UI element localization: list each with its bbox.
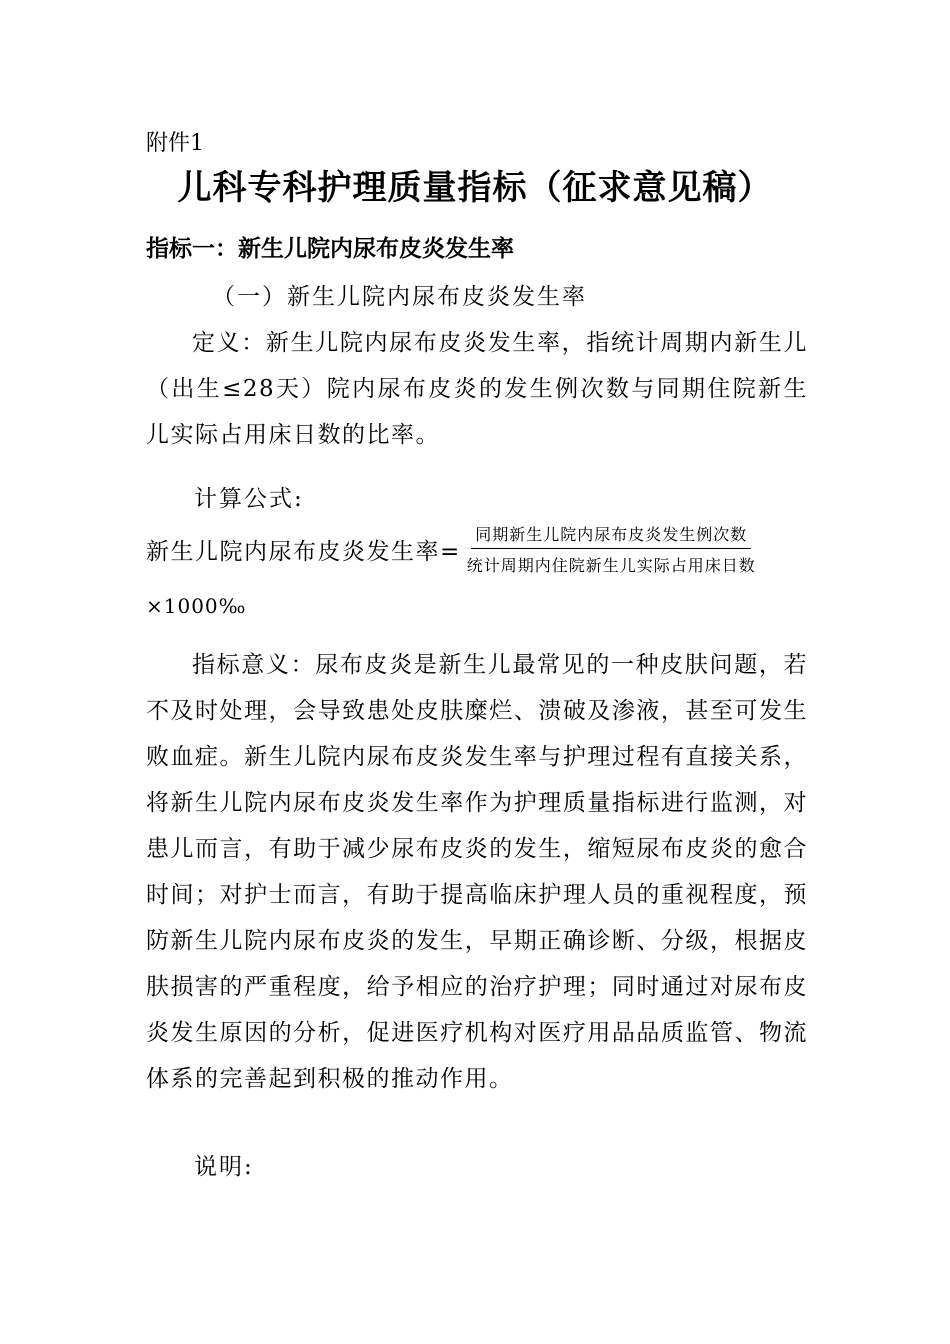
- formula-multiplier: ×1000‰: [146, 594, 247, 618]
- formula-lhs: 新生儿院内尿布皮炎发生率=: [146, 538, 461, 565]
- indicator-heading: 指标一：新生儿院内尿布皮炎发生率: [146, 236, 514, 262]
- note-label: 说明:: [194, 1154, 254, 1180]
- document-title: 儿科专科护理质量指标（征求意见稿）: [177, 168, 773, 208]
- sub-heading: （一）新生儿院内尿布皮炎发生率: [212, 284, 587, 310]
- formula-denominator: 统计周期内住院新生儿实际占用床日数: [466, 556, 756, 575]
- attachment-label: 附件1: [146, 131, 204, 156]
- formula-fraction: [463, 522, 760, 576]
- calc-formula-label: 计算公式:: [194, 486, 304, 512]
- definition-paragraph: 定义：新生儿院内尿布皮炎发生率，指统计周期内新生儿（出生≤28天）院内尿布皮炎的发生例次数与同期住院新生儿实际占用床日数的比率。: [146, 330, 808, 448]
- significance-paragraph: 指标意义：尿布皮炎是新生儿最常见的一种皮肤问题，若不及时处理，会导致患处皮肤糜烂、溃破及渗液，甚至可发生败血症。新生儿院内尿布皮炎发生率与护理过程有直接关系，将新生儿院内尿布皮炎发生率作为护理质量指标进行监测，对患儿而言，有助于减少尿布皮炎的发生，缩短尿布皮炎的愈合时间；对护士而言，有助于提高临床护理人员的重视程度，预防新生儿院内尿布皮炎的发生，早期正确诊断、分级，根据皮肤损害的严重程度，给予相应的治疗护理；同时通过对尿布皮炎发生原因的分析，促进医疗机构对医疗用品品质监管、物流体系的完善起到积极的推动作用。: [146, 652, 808, 1092]
- formula-numerator: 同期新生儿院内尿布皮炎发生例次数: [471, 522, 751, 549]
- formula: [146, 522, 760, 576]
